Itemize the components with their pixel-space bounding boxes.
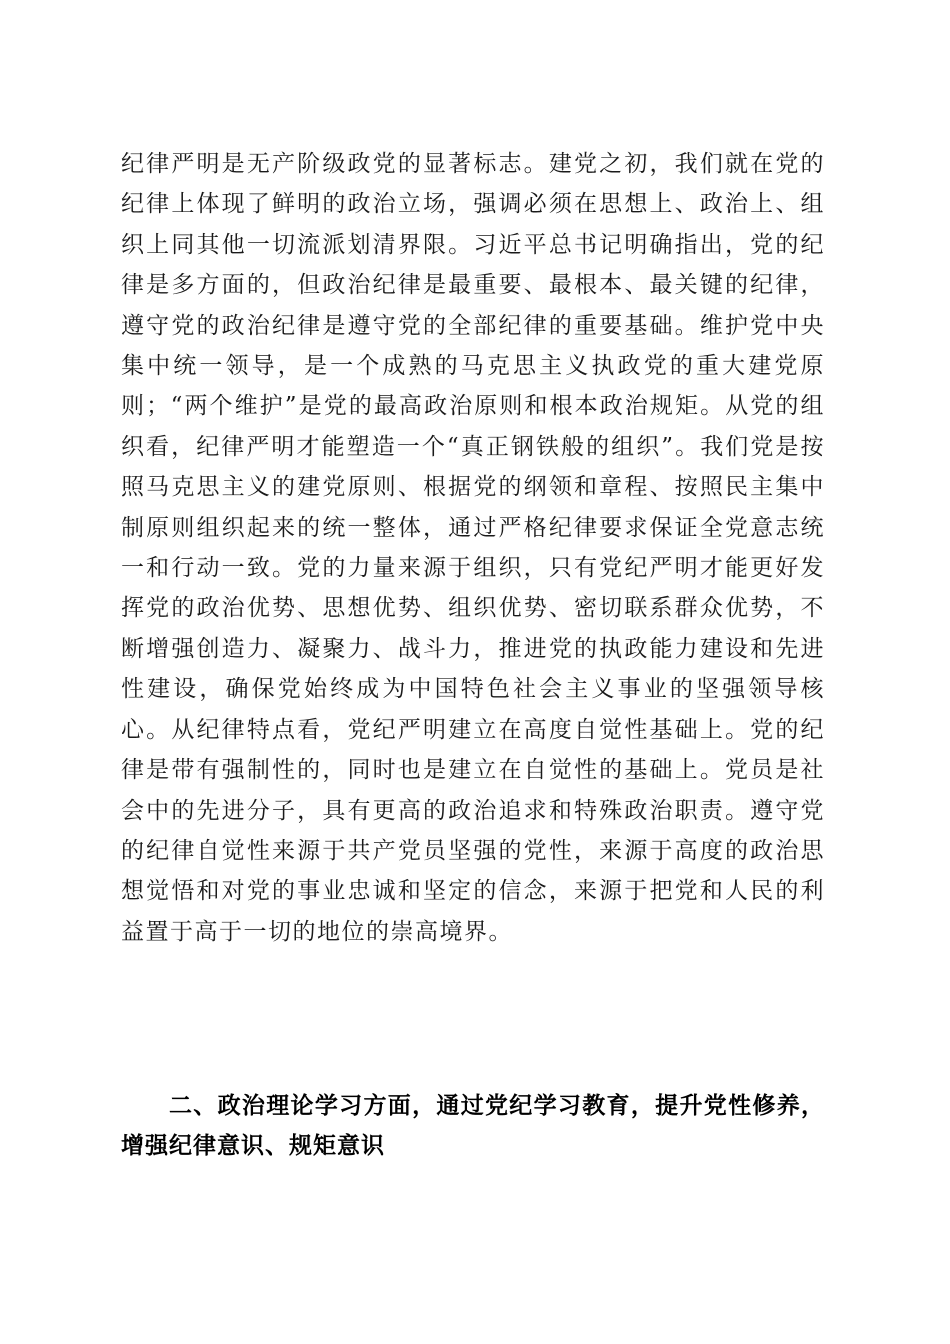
section-heading: 二、政治理论学习方面，通过党纪学习教育，提升党性修养，增强纪律意识、规矩意识 (121, 1093, 825, 1160)
body-paragraph: 纪律严明是无产阶级政党的显著标志。建党之初，我们就在党的纪律上体现了鲜明的政治立场，强调必须在思想上、政治上、组织上同其他一切流派划清界限。习近平总书记明确指出，党的纪律是多方面的，但政治纪律是最重要、最根本、最关键的纪律，遵守党的政治纪律是遵守党的全部纪律的重要基础。维护党中央集中统一领导，是一个成熟的马克思主义执政党的重大建党原则；“两个维护”是党的最高政治原则和根本政治规矩。从党的组织看，纪律严明才能塑造一个“真正钢铁般的组织”。我们党是按照马克思主义的建党原则、根据党的纲领和章程、按照民主集中制原则组织起来的统一整体，通过严格纪律要求保证全党意志统一和行动一致。党的力量来源于组织，只有党纪严明才能更好发挥党的政治优势、思想优势、组织优势、密切联系群众优势，不断增强创造力、凝聚力、战斗力，推进党的执政能力建设和先进性建设，确保党始终成为中国特色社会主义事业的坚强领导核心。从纪律特点看，党纪严明建立在高度自觉性基础上。党的纪律是带有强制性的，同时也是建立在自觉性的基础上。党员是社会中的先进分子，具有更高的政治追求和特殊政治职责。遵守党的纪律自觉性来源于共产党员坚强的党性，来源于高度的政治思想觉悟和对党的事业忠诚和坚定的信念，来源于把党和人民的利益置于高于一切的地位的崇高境界。 (121, 151, 825, 945)
